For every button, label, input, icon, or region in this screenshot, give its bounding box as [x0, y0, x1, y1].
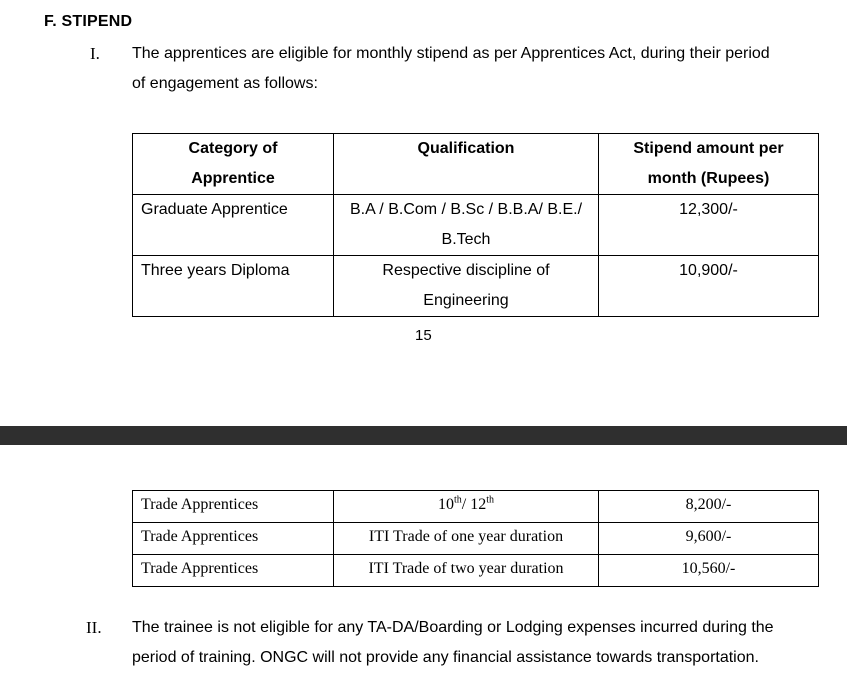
header-category: Category of Apprentice [133, 134, 334, 195]
cell-stipend: 12,300/- [599, 195, 819, 256]
page-number: 15 [415, 327, 432, 344]
item-numeral-1: I. [90, 44, 100, 63]
cell-qualification: B.A / B.Com / B.Sc / B.B.A/ B.E./ B.Tech [334, 195, 599, 256]
paragraph-line: The apprentices are eligible for monthly stipend as per Apprentices Act, during their period [132, 45, 770, 62]
table-row [133, 523, 819, 555]
cell-category: Trade Apprentices [133, 555, 334, 587]
cell-stipend: 9,600/- [599, 523, 819, 555]
table-header-row [133, 134, 819, 195]
item-numeral-2: II. [86, 618, 102, 637]
cell-stipend: 10,560/- [599, 555, 819, 587]
item-paragraph-1 [132, 39, 832, 99]
header-qualification: Qualification [334, 134, 599, 195]
cell-stipend: 8,200/- [599, 491, 819, 523]
paragraph-line: of engagement as follows: [132, 75, 318, 92]
table-row [133, 256, 819, 317]
stipend-table-part-2 [132, 490, 819, 587]
cell-category: Trade Apprentices [133, 491, 334, 523]
cell-category: Trade Apprentices [133, 523, 334, 555]
table-row [133, 555, 819, 587]
cell-category: Graduate Apprentice [133, 195, 334, 256]
paragraph-line: period of training. ONGC will not provide any financial assistance towards transportation. [132, 649, 759, 666]
cell-qualification: Respective discipline of Engineering [334, 256, 599, 317]
paragraph-line: The trainee is not eligible for any TA-DA/Boarding or Lodging expenses incurred during the [132, 619, 774, 636]
section-heading: F. STIPEND [44, 13, 133, 30]
cell-qualification: ITI Trade of one year duration [334, 523, 599, 555]
cell-stipend: 10,900/- [599, 256, 819, 317]
header-stipend: Stipend amount per month (Rupees) [599, 134, 819, 195]
cell-category: Three years Diploma [133, 256, 334, 317]
table-row [133, 195, 819, 256]
item-paragraph-2 [132, 613, 832, 673]
cell-qualification: 10th/ 12th [334, 491, 599, 523]
table-row [133, 491, 819, 523]
cell-qualification: ITI Trade of two year duration [334, 555, 599, 587]
page-break-bar [0, 426, 847, 445]
stipend-table-part-1 [132, 133, 819, 317]
